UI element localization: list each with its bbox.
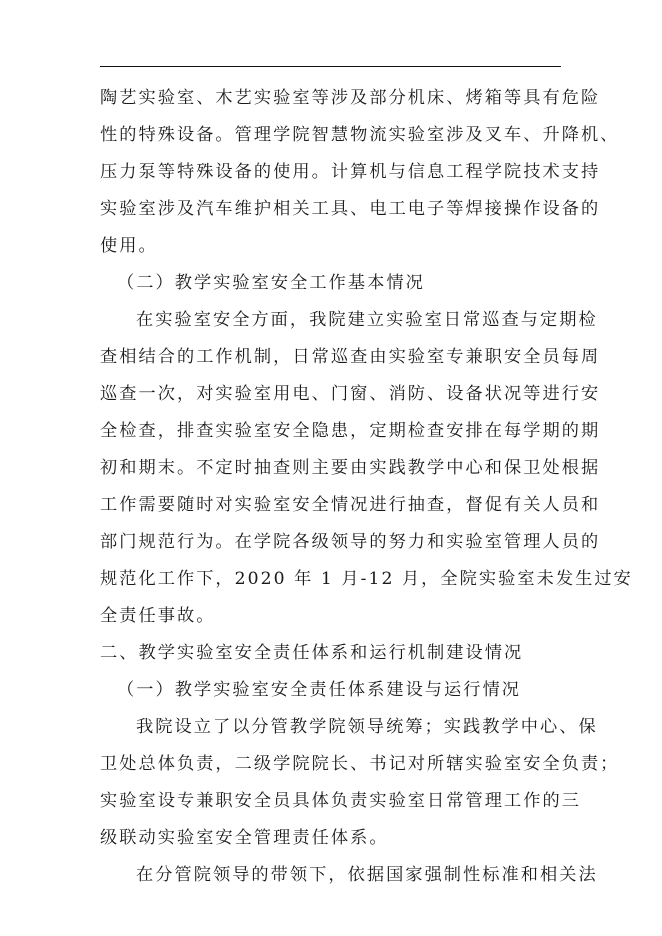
text-line: 使用。 — [100, 236, 158, 256]
text-line: 初和期末。不定时抽查则主要由实践教学中心和保卫处根据 — [100, 458, 601, 478]
text-line: 卫处总体负责，二级学院院长、书记对所辖实验室安全负责； — [100, 754, 620, 774]
document-page — [100, 80, 633, 894]
section-subheading: （二）教学实验室安全工作基本情况 — [117, 273, 425, 293]
header-rule — [100, 66, 561, 67]
text-line: 陶艺实验室、木艺实验室等涉及部分机床、烤箱等具有危险 — [100, 88, 601, 108]
text-line: 查相结合的工作机制，日常巡查由实验室专兼职安全员每周 — [100, 347, 601, 367]
paragraph-start: 我院设立了以分管教学院领导统筹；实践教学中心、保 — [136, 717, 598, 737]
text-line: 工作需要随时对实验室安全情况进行抽查，督促有关人员和 — [100, 495, 601, 515]
text-line: 实验室设专兼职安全员具体负责实验室日常管理工作的三 — [100, 791, 581, 811]
text-line: 级联动实验室安全管理责任体系。 — [100, 828, 389, 848]
section-subheading: （一）教学实验室安全责任体系建设与运行情况 — [117, 680, 521, 700]
text-line: 性的特殊设备。管理学院智慧物流实验室涉及叉车、升降机、 — [100, 125, 620, 145]
paragraph-start: 在分管院领导的带领下，依据国家强制性标准和相关法 — [136, 865, 598, 885]
text-line: 全责任事故。 — [100, 606, 216, 626]
text-line: 规范化工作下，2020 年 1 月-12 月，全院实验室未发生过安 — [100, 569, 633, 589]
text-line: 压力泵等特殊设备的使用。计算机与信息工程学院技术支持 — [100, 162, 601, 182]
text-line: 部门规范行为。在学院各级领导的努力和实验室管理人员的 — [100, 532, 601, 552]
text-line: 巡查一次，对实验室用电、门窗、消防、设备状况等进行安 — [100, 384, 601, 404]
section-heading: 二、教学实验室安全责任体系和运行机制建设情况 — [100, 643, 524, 663]
paragraph-start: 在实验室安全方面，我院建立实验室日常巡查与定期检 — [136, 310, 598, 330]
text-line: 全检查，排查实验室安全隐患，定期检查安排在每学期的期 — [100, 421, 601, 441]
text-line: 实验室涉及汽车维护相关工具、电工电子等焊接操作设备的 — [100, 199, 601, 219]
